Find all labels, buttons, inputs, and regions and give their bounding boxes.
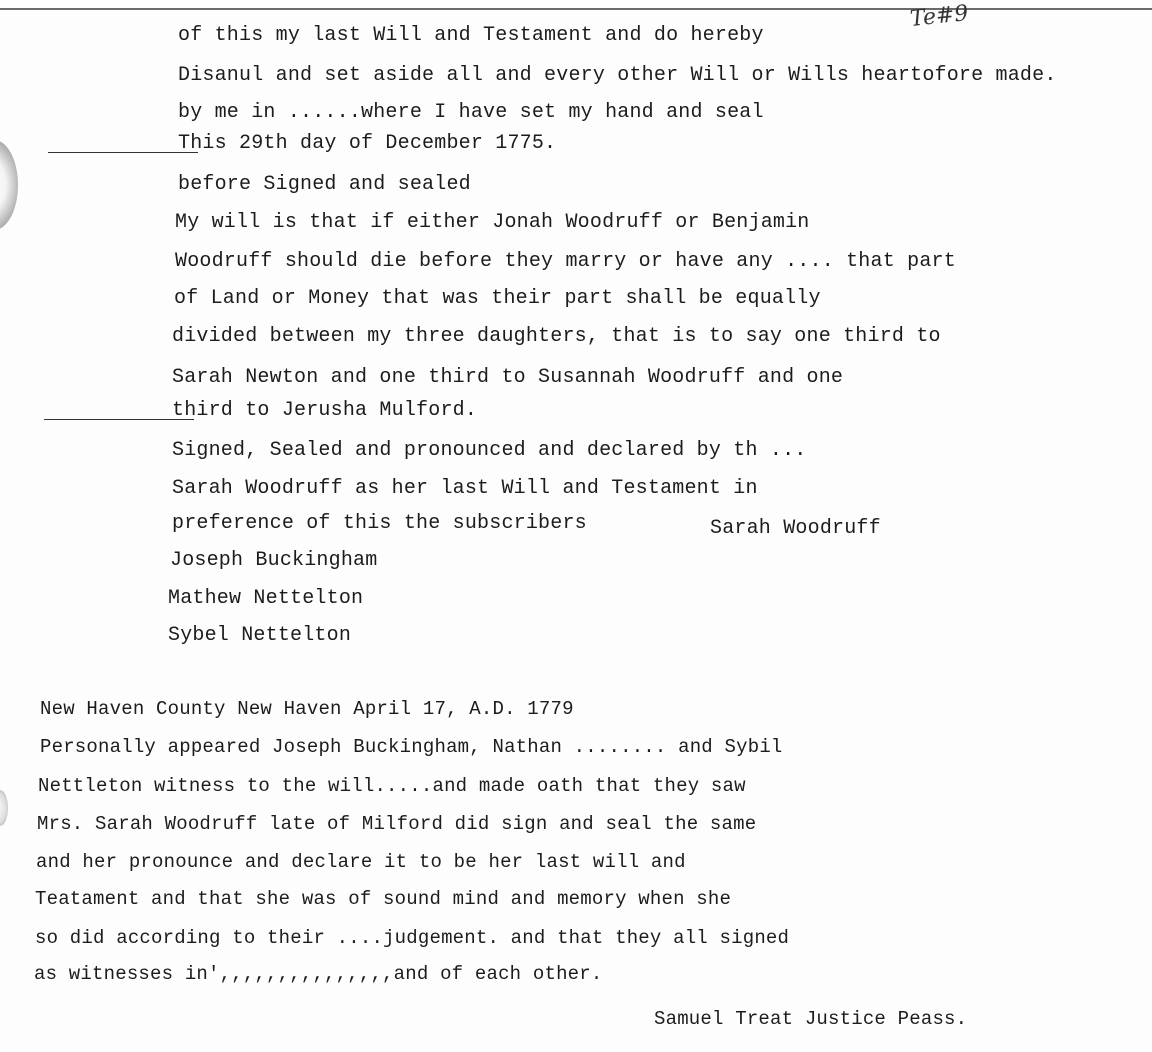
- probate-line: Mrs. Sarah Woodruff late of Milford did sign and seal the same: [37, 813, 757, 835]
- will-line: preference of this the subscribers: [172, 512, 587, 535]
- probate-line: so did according to their ....judgement. and that they all signed: [35, 927, 790, 949]
- testator-signature: Sarah Woodruff: [710, 517, 881, 540]
- will-line: Sarah Woodruff as her last Will and Testament in: [172, 477, 758, 500]
- probate-line: New Haven County New Haven April 17, A.D. 1779: [40, 698, 574, 720]
- will-line: Sarah Newton and one third to Susannah Woodruff and one: [172, 366, 844, 389]
- will-line: of Land or Money that was their part shall be equally: [174, 287, 821, 310]
- probate-line: Teatament and that she was of sound mind and memory when she: [35, 888, 732, 910]
- probate-line: Nettleton witness to the will.....and made oath that they saw: [38, 775, 746, 797]
- probate-line: as witnesses in',,,,,,,,,,,,,,,and of each other.: [34, 963, 603, 985]
- page-top-edge: [0, 8, 1152, 10]
- will-line: of this my last Will and Testament and do hereby: [178, 24, 764, 47]
- witness-name: Joseph Buckingham: [170, 549, 378, 572]
- will-line: before Signed and sealed: [178, 173, 471, 196]
- will-line: Disanul and set aside all and every other Will or Wills heartofore made.: [178, 64, 1057, 87]
- will-line: This 29th day of December 1775.: [178, 132, 557, 155]
- reference-mark: Te#9: [908, 1, 970, 32]
- margin-rule: [48, 152, 198, 153]
- probate-line: Personally appeared Joseph Buckingham, Nathan ........ and Sybil: [40, 736, 783, 758]
- will-line: by me in ......where I have set my hand and seal: [178, 101, 764, 124]
- will-line: My will is that if either Jonah Woodruff or Benjamin: [175, 211, 810, 234]
- witness-name: Sybel Nettelton: [168, 624, 352, 647]
- will-line: Woodruff should die before they marry or have any .... that part: [175, 250, 956, 273]
- will-line: divided between my three daughters, that is to say one third to: [172, 325, 941, 348]
- will-line: third to Jerusha Mulford.: [172, 399, 478, 422]
- justice-signature: Samuel Treat Justice Peass.: [654, 1008, 968, 1030]
- punch-hole: [0, 140, 18, 230]
- punch-hole: [0, 790, 8, 826]
- witness-name: Mathew Nettelton: [168, 587, 364, 610]
- probate-line: and her pronounce and declare it to be her last will and: [36, 851, 686, 873]
- will-line: Signed, Sealed and pronounced and declared by th ...: [172, 439, 807, 462]
